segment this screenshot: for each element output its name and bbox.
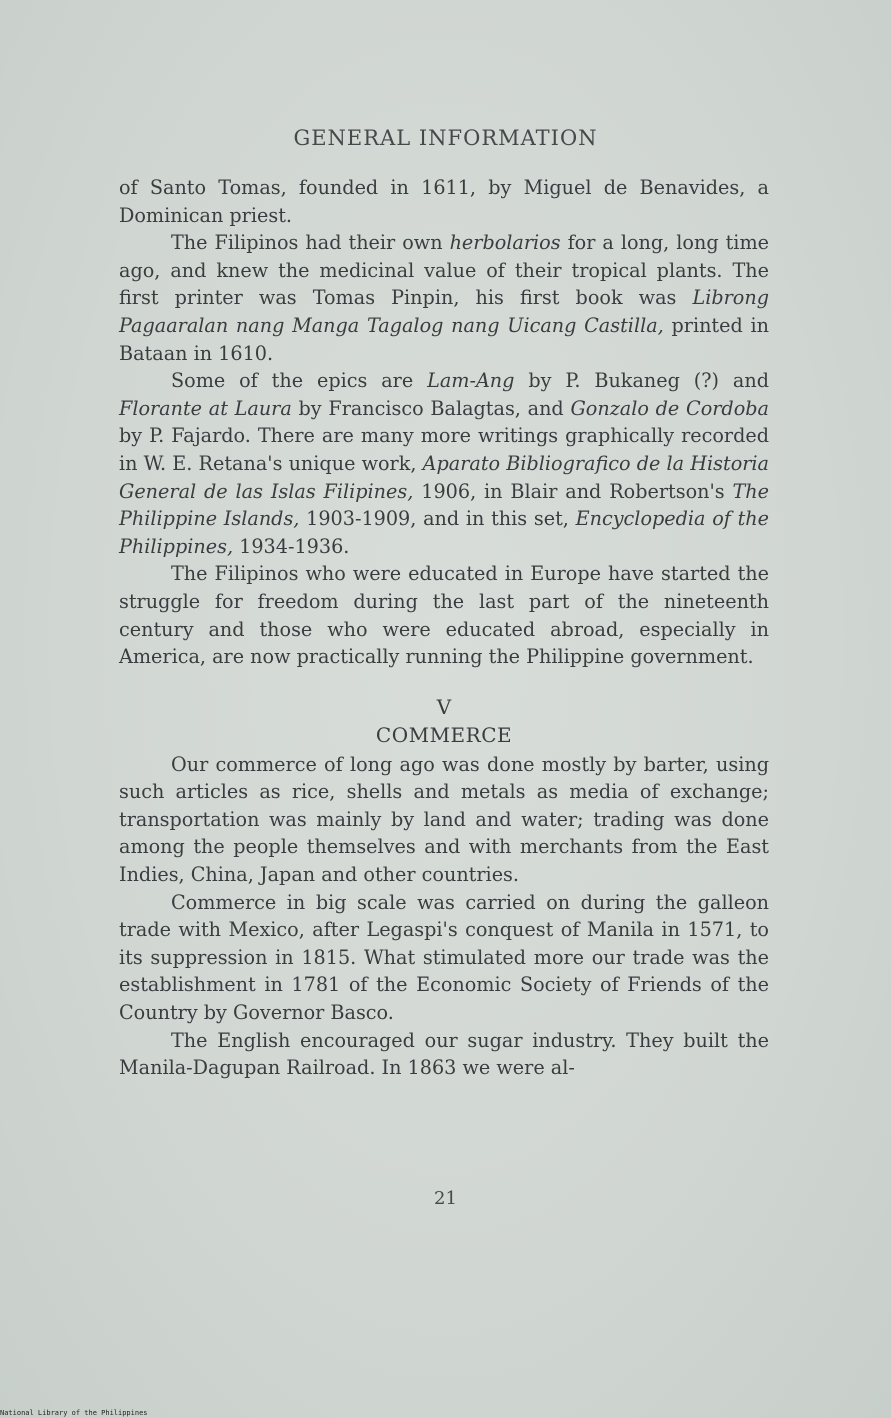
text-run: by P. Bukaneg (?) and bbox=[514, 369, 769, 393]
paragraph bbox=[119, 889, 769, 1027]
library-credit: National Library of the Philippines bbox=[0, 1409, 148, 1417]
italic-title: Aparato Bibliografico de la Historia General de las Islas Filipines, bbox=[119, 451, 769, 503]
text-run: Our commerce of long ago was done mostly by barter, using such articles as rice, shells and metals as media of exchange; transportation was mainly by land and water; trading was done among the people themselves and with merchants from the East Indies, China, Japan and other countries. bbox=[119, 752, 769, 887]
paragraph bbox=[119, 751, 769, 889]
text-run: Some of the epics are bbox=[171, 369, 428, 393]
text-run: The Filipinos who were educated in Europe have started the struggle for freedom during the last part of the nineteenth century and those who were educated abroad, especially in America, are now practically running the Philippine government. bbox=[119, 562, 769, 669]
paragraph bbox=[119, 367, 769, 560]
text-run: by Francisco Balagtas, and bbox=[291, 396, 571, 420]
text-run: for a long, long time ago, and knew the medicinal value of their tropical plants. The first printer was Tomas Pinpin, his first book was bbox=[119, 231, 769, 310]
text-run: 1906, in Blair and Robertson's bbox=[413, 479, 733, 503]
text-run: 1903-1909, and in this set, bbox=[299, 507, 576, 531]
italic-title: The Philippine Islands, bbox=[119, 479, 769, 531]
section-title: COMMERCE bbox=[375, 722, 513, 747]
italic-title: herbolarios bbox=[449, 231, 561, 255]
italic-title: Lam-Ang bbox=[427, 369, 515, 393]
text-run: 1934-1936. bbox=[233, 534, 350, 558]
paragraphs-after-section bbox=[119, 751, 769, 1082]
italic-title: Florante at Laura bbox=[119, 396, 292, 420]
text-run: The Filipinos had their own bbox=[171, 231, 450, 255]
section-number: V bbox=[436, 694, 452, 719]
page-number: 21 bbox=[434, 1188, 457, 1209]
body-text bbox=[119, 174, 769, 1082]
italic-title: Gonzalo de Cordoba bbox=[570, 396, 769, 420]
running-head: GENERAL INFORMATION bbox=[293, 126, 598, 150]
text-run: The English encouraged our sugar industry. They built the Manila-Dagupan Railroad. In 1863 we were al- bbox=[119, 1028, 769, 1080]
paragraph bbox=[119, 229, 769, 367]
paragraph bbox=[119, 560, 769, 670]
italic-title: Librong Pagaaralan nang Manga Tagalog nang Uicang Castilla, bbox=[119, 286, 769, 337]
italic-title: Encyclopedia of the Philippines, bbox=[119, 507, 770, 558]
paragraph bbox=[119, 174, 769, 229]
paragraphs-before-section bbox=[119, 174, 769, 671]
text-run: Commerce in big scale was carried on during the galleon trade with Mexico, after Legaspi's conquest of Manila in 1571, to its suppression in 1815. What stimulated more our trade was the establishment in 1781 of the Economic Society of Friends of the Country by Governor Basco. bbox=[119, 890, 769, 1025]
text-run: of Santo Tomas, founded in 1611, by Miguel de Benavides, a Dominican priest. bbox=[119, 176, 769, 227]
paragraph bbox=[119, 1027, 769, 1082]
text-run: by P. Fajardo. There are many more writings graphically recorded in W. E. Retana's unique work, bbox=[119, 424, 769, 475]
text-run: printed in Bataan in 1610. bbox=[119, 313, 769, 365]
